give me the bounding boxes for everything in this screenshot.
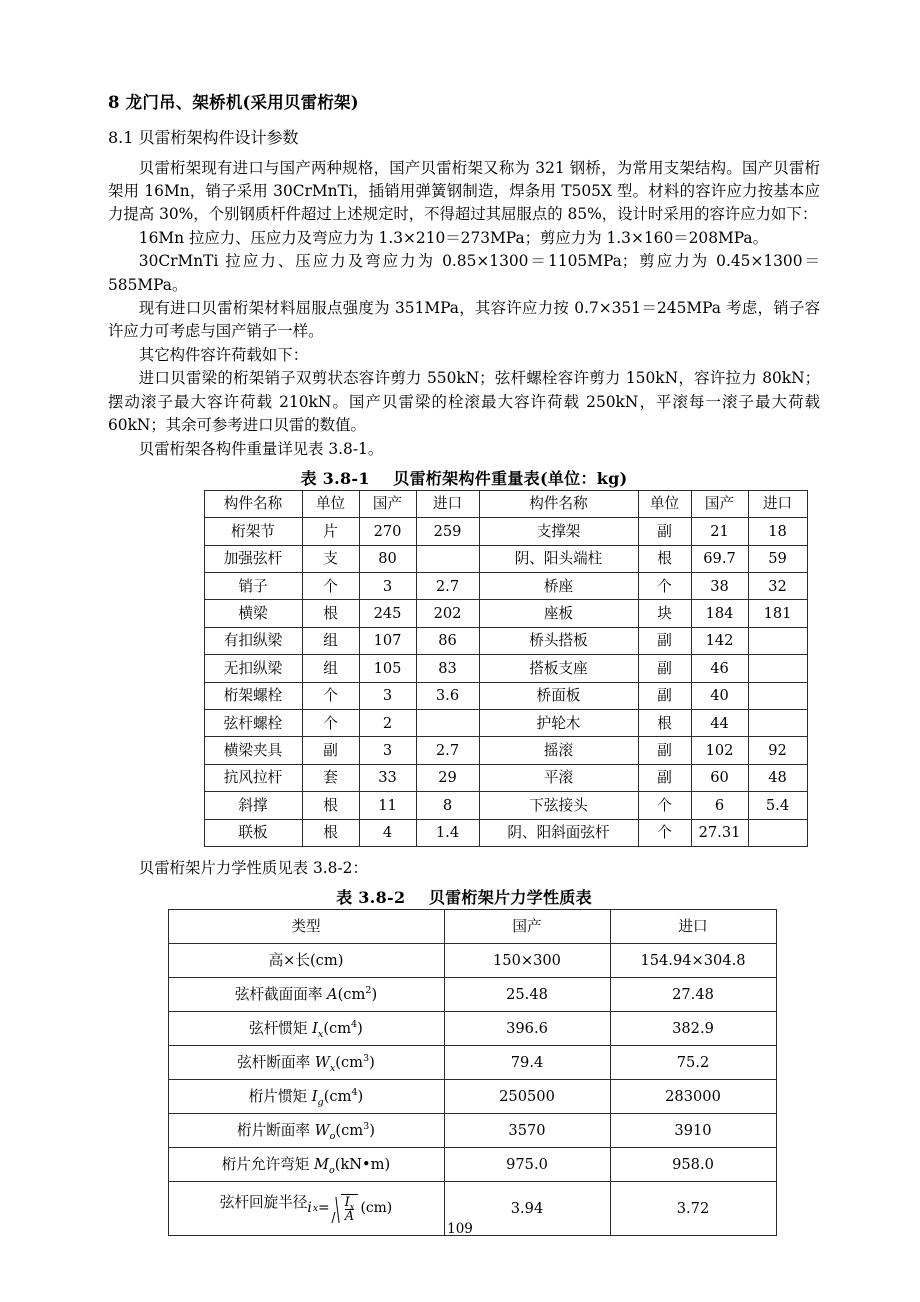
cell-unit-left: 支 <box>302 545 359 572</box>
label-exponent: 3 <box>362 1052 370 1064</box>
cell-domestic: 3570 <box>444 1114 610 1148</box>
cell-domestic-left: 11 <box>359 792 416 819</box>
square-root-icon <box>332 1194 359 1224</box>
cell-unit-right: 个 <box>638 819 691 846</box>
cell-imported-right: 59 <box>748 545 807 572</box>
label-variable: I <box>311 1087 318 1105</box>
cell-unit-left: 组 <box>302 655 359 682</box>
row-label-height-length <box>168 944 444 978</box>
table-row <box>204 573 807 600</box>
label-subscript: x <box>329 1062 336 1074</box>
table-row <box>168 1046 776 1080</box>
cell-imported-right <box>748 627 807 654</box>
cell-unit-left: 副 <box>302 737 359 764</box>
table-row <box>204 682 807 709</box>
cell-domestic: 250500 <box>444 1080 610 1114</box>
cell-name-right: 下弦接头 <box>479 792 638 819</box>
cell-name-left: 横梁 <box>204 600 302 627</box>
table-row <box>204 764 807 791</box>
table1-header-name-right: 构件名称 <box>479 490 638 517</box>
paragraph-mid: 贝雷桁架片力学性质见表 3.8-2： <box>138 858 368 877</box>
label-variable: W <box>314 1121 330 1139</box>
cell-imported-left: 1.4 <box>416 819 479 846</box>
label-variable: I <box>312 1019 318 1037</box>
cell-domestic-left: 270 <box>359 518 416 545</box>
cell-imported: 154.94×304.8 <box>610 944 776 978</box>
cell-domestic-left: 2 <box>359 710 416 737</box>
paragraph-6: 进口贝雷梁的桁架销子双剪状态容许剪力 550kN；弦杆螺栓容许剪力 150kN，容许拉力 80kN；摆动滚子最大容许荷载 210kN。国产贝雷梁的栓滚最大容许荷载 250kN，平滚每一滚子最大荷载 60kN；其余可参考进口贝雷的数值。 <box>108 369 820 435</box>
paragraph-2: 16Mn 拉应力、压应力及弯应力为 1.3×210＝273MPa；剪应力为 1.3×160＝208MPa。 <box>138 228 768 247</box>
label-paren: ) <box>357 1087 364 1105</box>
cell-name-right: 护轮木 <box>479 710 638 737</box>
cell-domestic-right: 6 <box>691 792 748 819</box>
cell-imported-right: 92 <box>748 737 807 764</box>
row-label-truss-inertia <box>168 1080 444 1114</box>
cell-domestic: 25.48 <box>444 978 610 1012</box>
table-row <box>204 518 807 545</box>
cell-imported-left <box>416 545 479 572</box>
label-subscript: x <box>317 1028 324 1040</box>
cell-domestic: 396.6 <box>444 1012 610 1046</box>
label-paren: ) <box>369 1121 375 1139</box>
table2-wrapper <box>168 909 761 1236</box>
table-row <box>204 600 807 627</box>
table-row <box>168 1080 776 1114</box>
cell-imported-right: 32 <box>748 573 807 600</box>
cell-unit-right: 根 <box>638 545 691 572</box>
cell-domestic-left: 33 <box>359 764 416 791</box>
cell-name-left: 联板 <box>204 819 302 846</box>
cell-name-left: 弦杆螺栓 <box>204 710 302 737</box>
table1-header-domestic-right: 国产 <box>691 490 748 517</box>
paragraph-3: 30CrMnTi 拉应力、压应力及弯应力为 0.85×1300＝1105MPa；剪应力为 0.45×1300＝585MPa。 <box>108 252 820 294</box>
cell-imported-left: 8 <box>416 792 479 819</box>
cell-imported-right: 5.4 <box>748 792 807 819</box>
cell-imported-left: 3.6 <box>416 682 479 709</box>
row-label-chord-section-modulus <box>168 1046 444 1080</box>
formula-numerator: $I_x$ <box>344 1195 355 1212</box>
cell-domestic-left: 105 <box>359 655 416 682</box>
cell-imported-right: 48 <box>748 764 807 791</box>
table-row <box>204 819 807 846</box>
cell-domestic-right: 60 <box>691 764 748 791</box>
formula-equals: = <box>318 1199 330 1216</box>
cell-imported-right <box>748 682 807 709</box>
cell-unit-left: 个 <box>302 573 359 600</box>
table-row <box>204 545 807 572</box>
table-row <box>168 978 776 1012</box>
table1-header-imported-right: 进口 <box>748 490 807 517</box>
table-row <box>168 1012 776 1046</box>
row-label-allowable-moment <box>168 1148 444 1182</box>
table1-header-imported-left: 进口 <box>416 490 479 517</box>
cell-domestic-left: 3 <box>359 682 416 709</box>
table2-caption-title: 贝雷桁架片力学性质表 <box>428 888 592 908</box>
label-exponent: 4 <box>351 1018 358 1030</box>
cell-imported-left: 83 <box>416 655 479 682</box>
cell-unit-left: 根 <box>302 792 359 819</box>
cell-unit-left: 个 <box>302 710 359 737</box>
cell-unit-right: 个 <box>638 792 691 819</box>
formula-denominator: A <box>344 1209 355 1225</box>
cell-domestic-left: 245 <box>359 600 416 627</box>
label-text: 弦杆截面面率 <box>234 985 328 1003</box>
cell-name-right: 桥面板 <box>479 682 638 709</box>
cell-imported-left <box>416 710 479 737</box>
cell-unit-right: 块 <box>638 600 691 627</box>
page-title: 8 龙门吊、架桥机(采用贝雷桁架) <box>108 93 359 112</box>
cell-name-right: 座板 <box>479 600 638 627</box>
cell-name-left: 销子 <box>204 573 302 600</box>
cell-unit-left: 个 <box>302 682 359 709</box>
cell-domestic-right: 38 <box>691 573 748 600</box>
table-row-header <box>204 490 807 517</box>
cell-imported-left: 29 <box>416 764 479 791</box>
row-label-truss-section-modulus <box>168 1114 444 1148</box>
cell-unit-right: 副 <box>638 518 691 545</box>
label-paren: ) <box>371 985 378 1003</box>
label-exponent: 3 <box>363 1120 370 1132</box>
cell-imported-right <box>748 710 807 737</box>
table-row <box>204 655 807 682</box>
cell-domestic-left: 80 <box>359 545 416 572</box>
cell-imported-left: 2.7 <box>416 573 479 600</box>
cell-domestic-right: 102 <box>691 737 748 764</box>
cell-name-right: 搭板支座 <box>479 655 638 682</box>
cell-imported-right: 18 <box>748 518 807 545</box>
label-subscript: g <box>317 1096 324 1108</box>
label-unit: (cm <box>323 1019 352 1037</box>
label-variable: A <box>327 985 338 1003</box>
cell-imported-left: 2.7 <box>416 737 479 764</box>
component-weight-table <box>204 490 808 847</box>
cell-unit-left: 片 <box>302 518 359 545</box>
label-variable: W <box>314 1053 330 1071</box>
page-number: 109 <box>447 1221 473 1237</box>
table-row <box>168 1148 776 1182</box>
radius-of-gyration-formula: i x = $\frac{I_x}{A}$ (cm) <box>307 1195 393 1225</box>
cell-domestic-right: 27.31 <box>691 819 748 846</box>
cell-unit-right: 个 <box>638 573 691 600</box>
paragraph-1: 贝雷桁架现有进口与国产两种规格，国产贝雷桁架又称为 321 钢桥，为常用支架结构。国产贝雷桁架用 16Mn，销子采用 30CrMnTi，插销用弹簧钢制造，焊条用 T505X 型。材料的容许应力按基本应力提高 30%，个别钢质杆件超过上述规定时，不得超过其屈服点的 85%，设计时采用的容许应力如下： <box>108 158 820 224</box>
table1-caption <box>108 466 820 489</box>
cell-name-right: 摇滚 <box>479 737 638 764</box>
section-subtitle: 8.1 贝雷桁架构件设计参数 <box>108 127 299 147</box>
cell-imported: 3.72 <box>610 1182 776 1236</box>
cell-name-right: 平滚 <box>479 764 638 791</box>
table2-header-type: 类型 <box>168 910 444 944</box>
page-content <box>108 93 820 1236</box>
label-variable: M <box>314 1155 329 1173</box>
label-subscript: o <box>328 1164 335 1176</box>
table-row-header <box>168 910 776 944</box>
cell-unit-right: 副 <box>638 764 691 791</box>
cell-unit-right: 副 <box>638 627 691 654</box>
cell-name-right: 阴、阳斜面弦杆 <box>479 819 638 846</box>
cell-name-right: 桥座 <box>479 573 638 600</box>
label-text: 桁片允许弯矩 <box>221 1155 314 1173</box>
cell-unit-right: 副 <box>638 737 691 764</box>
formula-variable: i <box>307 1199 312 1216</box>
table1-header-name-left: 构件名称 <box>204 490 302 517</box>
cell-imported: 958.0 <box>610 1148 776 1182</box>
cell-name-right: 桥头搭板 <box>479 627 638 654</box>
table-row <box>168 1114 776 1148</box>
cell-name-left: 桁架螺栓 <box>204 682 302 709</box>
label-text: 桁片断面率 <box>237 1121 315 1139</box>
table-row <box>204 710 807 737</box>
label-paren: ) <box>369 1053 375 1071</box>
cell-imported-right: 181 <box>748 600 807 627</box>
cell-name-left: 抗风拉杆 <box>204 764 302 791</box>
cell-domestic-right: 46 <box>691 655 748 682</box>
cell-imported: 75.2 <box>610 1046 776 1080</box>
cell-imported-left: 259 <box>416 518 479 545</box>
cell-domestic: 3.94 <box>444 1182 610 1236</box>
table2-caption <box>108 885 820 908</box>
table2-header-imported: 进口 <box>610 910 776 944</box>
cell-name-right: 支撑架 <box>479 518 638 545</box>
label-unit: (cm <box>337 985 366 1003</box>
mechanical-properties-table <box>168 909 777 1236</box>
table1-wrapper <box>204 490 793 847</box>
cell-name-right: 阴、阳头端柱 <box>479 545 638 572</box>
cell-name-left: 无扣纵梁 <box>204 655 302 682</box>
cell-domestic-right: 21 <box>691 518 748 545</box>
label-text: 桁片惯矩 <box>248 1087 312 1105</box>
cell-domestic-right: 44 <box>691 710 748 737</box>
cell-imported-right <box>748 819 807 846</box>
cell-domestic: 79.4 <box>444 1046 610 1080</box>
label-text: 高×长(cm) <box>268 951 344 969</box>
cell-domestic-right: 184 <box>691 600 748 627</box>
table-row <box>204 627 807 654</box>
table-row <box>168 944 776 978</box>
cell-imported-left: 86 <box>416 627 479 654</box>
label-exponent: 2 <box>365 984 372 996</box>
label-text: 弦杆回旋半径 <box>219 1194 308 1212</box>
label-subscript: o <box>329 1130 336 1142</box>
label-unit: (cm <box>335 1053 363 1071</box>
label-unit: (cm <box>335 1121 364 1139</box>
cell-domestic-left: 4 <box>359 819 416 846</box>
cell-unit-right: 副 <box>638 655 691 682</box>
label-text: 弦杆断面率 <box>237 1053 315 1071</box>
label-unit: (kN•m) <box>334 1155 391 1173</box>
label-exponent: 4 <box>351 1086 358 1098</box>
label-text: 弦杆惯矩 <box>249 1019 313 1037</box>
cell-domestic-left: 107 <box>359 627 416 654</box>
cell-name-left: 横梁夹具 <box>204 737 302 764</box>
cell-name-left: 加强弦杆 <box>204 545 302 572</box>
cell-imported: 3910 <box>610 1114 776 1148</box>
cell-unit-left: 组 <box>302 627 359 654</box>
cell-imported: 382.9 <box>610 1012 776 1046</box>
cell-imported-left: 202 <box>416 600 479 627</box>
cell-domestic-right: 142 <box>691 627 748 654</box>
row-label-chord-inertia <box>168 1012 444 1046</box>
cell-imported: 27.48 <box>610 978 776 1012</box>
cell-domestic-right: 69.7 <box>691 545 748 572</box>
table2-header-domestic: 国产 <box>444 910 610 944</box>
cell-domestic: 975.0 <box>444 1148 610 1182</box>
cell-imported: 283000 <box>610 1080 776 1114</box>
label-paren: ) <box>357 1019 363 1037</box>
cell-unit-left: 套 <box>302 764 359 791</box>
cell-unit-left: 根 <box>302 600 359 627</box>
cell-domestic-left: 3 <box>359 573 416 600</box>
cell-unit-right: 根 <box>638 710 691 737</box>
paragraph-5: 其它构件容许荷载如下： <box>138 345 309 364</box>
table1-caption-title: 贝雷桁架构件重量表(单位：kg) <box>393 468 628 488</box>
paragraph-7: 贝雷桁架各构件重量详见表 3.8-1。 <box>138 439 384 458</box>
cell-domestic-right: 40 <box>691 682 748 709</box>
table1-header-unit-left: 单位 <box>302 490 359 517</box>
cell-name-left: 斜撑 <box>204 792 302 819</box>
label-unit: (cm <box>323 1087 352 1105</box>
row-label-chord-area <box>168 978 444 1012</box>
table1-header-unit-right: 单位 <box>638 490 691 517</box>
cell-imported-right <box>748 655 807 682</box>
table-row <box>204 737 807 764</box>
cell-unit-left: 根 <box>302 819 359 846</box>
table1-caption-label: 表 3.8-1 <box>300 468 370 488</box>
table2-caption-label: 表 3.8-2 <box>336 888 406 908</box>
cell-domestic-left: 3 <box>359 737 416 764</box>
cell-name-left: 桁架节 <box>204 518 302 545</box>
paragraph-4: 现有进口贝雷桁架材料屈服点强度为 351MPa，其容许应力按 0.7×351＝245MPa 考虑，销子容许应力可考虑与国产销子一样。 <box>108 299 820 341</box>
cell-domestic: 150×300 <box>444 944 610 978</box>
table-row <box>204 792 807 819</box>
cell-unit-right: 副 <box>638 682 691 709</box>
cell-name-left: 有扣纵梁 <box>204 627 302 654</box>
table1-header-domestic-left: 国产 <box>359 490 416 517</box>
formula-unit: (cm) <box>360 1199 393 1216</box>
